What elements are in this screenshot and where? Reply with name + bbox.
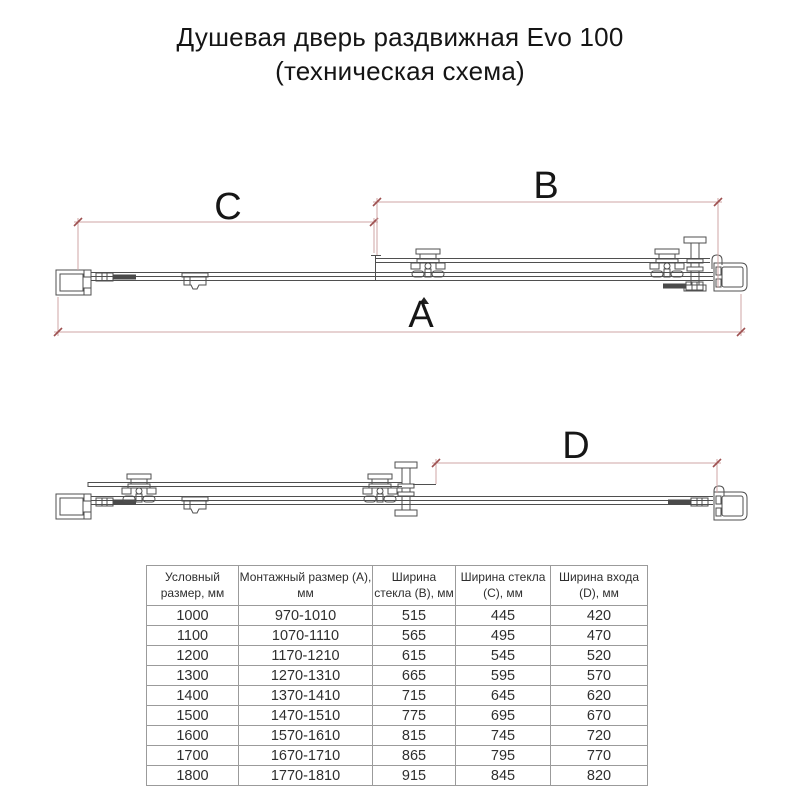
dim-label-c: C: [214, 186, 242, 228]
table-cell: 495: [456, 626, 551, 646]
column-header: Монтажный размер (A), мм: [239, 566, 373, 606]
table-cell: 815: [373, 726, 456, 746]
table-cell: 1600: [147, 726, 239, 746]
dimension-d: [432, 425, 721, 493]
table-row: [147, 686, 648, 706]
table-cell: 1700: [147, 746, 239, 766]
table-cell: 420: [551, 606, 648, 626]
table-cell: 745: [456, 726, 551, 746]
table-cell: 1770-1810: [239, 766, 373, 786]
table-cell: 645: [456, 686, 551, 706]
table-cell: 1470-1510: [239, 706, 373, 726]
latch-strip: [663, 282, 703, 290]
table-cell: 970-1010: [239, 606, 373, 626]
table-cell: 1500: [147, 706, 239, 726]
magnet-strip: [96, 273, 136, 281]
title-line-1: Душевая дверь раздвижная Evo 100: [176, 22, 624, 52]
table-cell: 670: [551, 706, 648, 726]
table-cell: 845: [456, 766, 551, 786]
table-cell: 1670-1710: [239, 746, 373, 766]
table-cell: 775: [373, 706, 456, 726]
table-cell: 795: [456, 746, 551, 766]
table-cell: 1800: [147, 766, 239, 786]
table-cell: 470: [551, 626, 648, 646]
roller-carriage: [363, 474, 397, 502]
roller-carriage: [122, 474, 156, 502]
dimension-c: [74, 186, 378, 270]
table-cell: 665: [373, 666, 456, 686]
dimension-a: [54, 294, 745, 336]
table-cell: 1270-1310: [239, 666, 373, 686]
column-header: Условный размер, мм: [147, 566, 239, 606]
handle-knob: [395, 462, 417, 516]
table-body: [147, 606, 648, 786]
table-row: [147, 746, 648, 766]
table-cell: 1370-1410: [239, 686, 373, 706]
table-header-row: [147, 566, 648, 606]
dim-label-a: A: [408, 294, 434, 336]
table-cell: 820: [551, 766, 648, 786]
wall-profile-left: [56, 270, 91, 295]
table-cell: 865: [373, 746, 456, 766]
table-cell: 770: [551, 746, 648, 766]
table-cell: 595: [456, 666, 551, 686]
table-row: [147, 646, 648, 666]
table-cell: 915: [373, 766, 456, 786]
wall-profile-right: [714, 263, 747, 291]
table-row: [147, 766, 648, 786]
table-row: [147, 606, 648, 626]
wall-profile-left: [56, 494, 91, 519]
table-row: [147, 726, 648, 746]
size-spec-table: [146, 565, 648, 786]
column-header: Ширина стекла (B), мм: [373, 566, 456, 606]
table-cell: 1000: [147, 606, 239, 626]
table-cell: 570: [551, 666, 648, 686]
table-cell: 620: [551, 686, 648, 706]
top-view-diagram: [56, 237, 747, 304]
table-cell: 1300: [147, 666, 239, 686]
column-header: Ширина стекла (C), мм: [456, 566, 551, 606]
title-line-2: (техническая схема): [275, 56, 525, 86]
open-view-diagram: [56, 462, 747, 520]
table-cell: 565: [373, 626, 456, 646]
table-cell: 1400: [147, 686, 239, 706]
dim-label-b: B: [533, 165, 559, 207]
table-cell: 515: [373, 606, 456, 626]
table-cell: 720: [551, 726, 648, 746]
table-cell: 1570-1610: [239, 726, 373, 746]
table-cell: 520: [551, 646, 648, 666]
table-cell: 545: [456, 646, 551, 666]
dim-label-d: D: [562, 425, 590, 467]
table-cell: 445: [456, 606, 551, 626]
table-cell: 615: [373, 646, 456, 666]
table-row: [147, 706, 648, 726]
table-cell: 695: [456, 706, 551, 726]
table-row: [147, 666, 648, 686]
table-cell: 1070-1110: [239, 626, 373, 646]
column-header: Ширина входа (D), мм: [551, 566, 648, 606]
table-cell: 1100: [147, 626, 239, 646]
table-cell: 1170-1210: [239, 646, 373, 666]
wall-profile-right: [714, 492, 747, 520]
table-cell: 715: [373, 686, 456, 706]
table-cell: 1200: [147, 646, 239, 666]
table-row: [147, 626, 648, 646]
